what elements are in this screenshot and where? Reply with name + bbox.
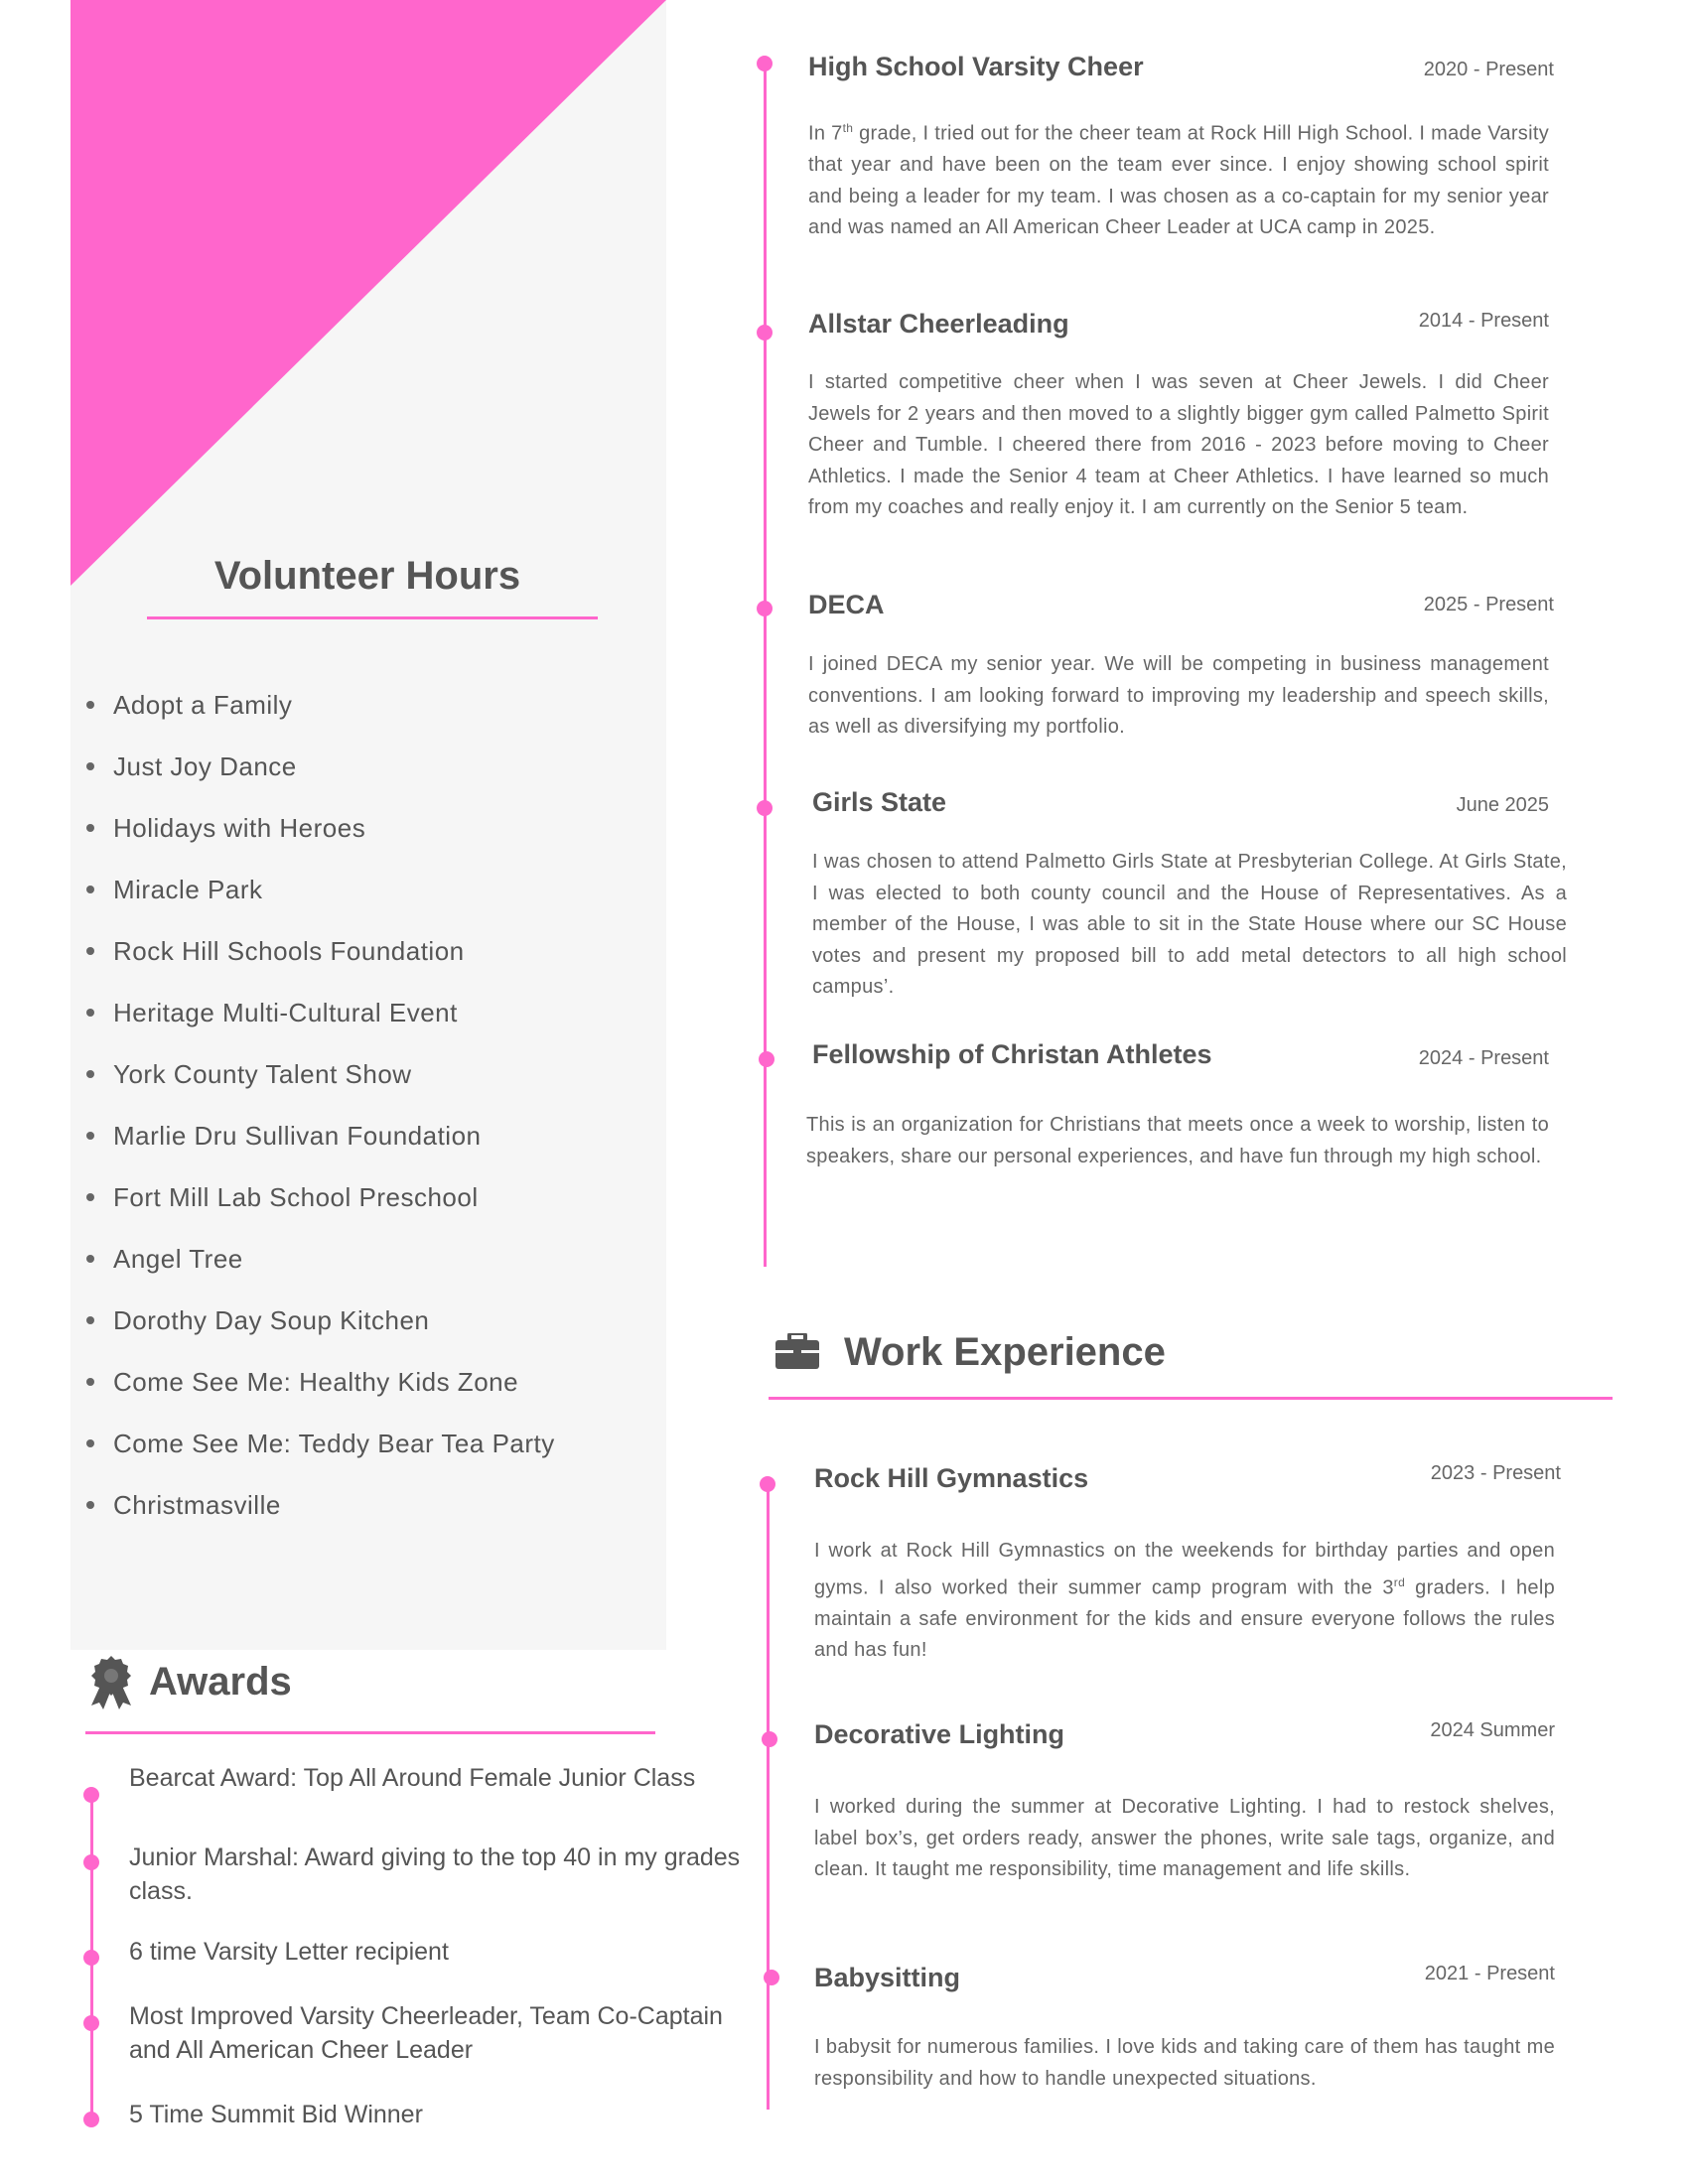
entry-title: Allstar Cheerleading bbox=[808, 309, 1069, 339]
entry-date: 2024 Summer bbox=[1430, 1719, 1555, 1741]
award-item: Junior Marshal: Award giving to the top 40 in my grades class. bbox=[129, 1843, 741, 1905]
list-item: Angel Tree bbox=[79, 1239, 555, 1300]
list-item: York County Talent Show bbox=[79, 1054, 555, 1116]
list-item: Dorothy Day Soup Kitchen bbox=[79, 1300, 555, 1362]
list-item: Rock Hill Schools Foundation bbox=[79, 931, 555, 993]
timeline-dot bbox=[83, 2015, 99, 2031]
timeline-dot bbox=[762, 1731, 777, 1747]
entry-date: 2024 - Present bbox=[1418, 1047, 1549, 1069]
entry-body: I work at Rock Hill Gymnastics on the weekends for birthday parties and open gyms. I also worked their summer camp program with the 3rd graders. I help maintain a safe environment for the kids and ensure everyone follows the rules and has fun! bbox=[814, 1540, 1555, 1662]
list-item: Holidays with Heroes bbox=[79, 808, 555, 870]
entry-body: This is an organization for Christians that meets once a week to worship, listen to speakers, share our personal experiences, and have fun through my high school. bbox=[806, 1114, 1549, 1167]
award-item: 6 time Varsity Letter recipient bbox=[129, 1938, 449, 1966]
entry-date: 2014 - Present bbox=[1418, 310, 1549, 332]
award-item: Most Improved Varsity Cheerleader, Team Co-Captain and All American Cheer Leader bbox=[129, 2002, 723, 2064]
entry-title: Babysitting bbox=[814, 1963, 961, 1992]
list-item: Come See Me: Teddy Bear Tea Party bbox=[79, 1424, 555, 1485]
awards-rule bbox=[85, 1731, 655, 1734]
list-item: Adopt a Family bbox=[79, 685, 555, 747]
entry-body: In 7th grade, I tried out for the cheer team at Rock Hill High School. I made Varsity that year and have been on the team ever since. I enjoy showing school spirit and being a leader for my team. I was chosen as a co-captain for my senior year and was named an All American Cheer Leader at UCA camp in 2025. bbox=[808, 121, 1549, 239]
entry-title: DECA bbox=[808, 590, 885, 619]
award-item: 5 Time Summit Bid Winner bbox=[129, 2101, 423, 2128]
entry-body: I babysit for numerous families. I love kids and taking care of them has taught me responsibility and how to handle unexpected situations. bbox=[814, 2036, 1555, 2090]
timeline-dot bbox=[764, 1970, 779, 1985]
timeline-dot bbox=[757, 601, 773, 616]
volunteer-list bbox=[79, 685, 555, 1547]
activities-timeline-line bbox=[764, 64, 767, 1267]
timeline-dot bbox=[83, 2112, 99, 2127]
entry-title: Fellowship of Christan Athletes bbox=[812, 1039, 1212, 1069]
entry-body: I joined DECA my senior year. We will be competing in business management conventions. I am looking forward to improving my leadership and speech skills, as well as diversifying my portfolio. bbox=[808, 653, 1549, 738]
timeline-dot bbox=[760, 1476, 775, 1492]
work-timeline-line bbox=[767, 1484, 770, 2110]
list-item: Christmasville bbox=[79, 1485, 555, 1547]
timeline-dot bbox=[757, 56, 773, 71]
timeline-dot bbox=[757, 325, 773, 341]
list-item: Come See Me: Healthy Kids Zone bbox=[79, 1362, 555, 1424]
entry-body: I started competitive cheer when I was seven at Cheer Jewels. I did Cheer Jewels for 2 years and then moved to a slightly bigger gym called Palmetto Spirit Cheer and Tumble. I cheered there from 2016 - 2023 before moving to Cheer Athletics. I made the Senior 4 team at Cheer Athletics. I have learned so much from my coaches and really enjoy it. I am currently on the Senior 5 team. bbox=[808, 371, 1549, 518]
work-experience-heading: Work Experience bbox=[844, 1330, 1166, 1374]
work-experience-rule bbox=[769, 1397, 1613, 1400]
list-item: Heritage Multi-Cultural Event bbox=[79, 993, 555, 1054]
entry-body: I worked during the summer at Decorative Lighting. I had to restock shelves, label box’s, get orders ready, answer the phones, write sale tags, organize, and clean. It taught me responsibility, time management and life skills. bbox=[814, 1796, 1555, 1880]
timeline-dot bbox=[83, 1854, 99, 1870]
timeline-dot bbox=[83, 1787, 99, 1803]
award-ribbon-icon bbox=[85, 1654, 137, 1709]
entry-date: 2023 - Present bbox=[1430, 1462, 1561, 1484]
timeline-dot bbox=[83, 1950, 99, 1966]
entry-date: 2025 - Present bbox=[1423, 594, 1554, 615]
briefcase-icon bbox=[775, 1333, 819, 1369]
awards-heading: Awards bbox=[149, 1660, 292, 1704]
entry-date: 2021 - Present bbox=[1424, 1963, 1555, 1984]
list-item: Marlie Dru Sullivan Foundation bbox=[79, 1116, 555, 1177]
entry-date: 2020 - Present bbox=[1423, 59, 1554, 80]
volunteer-hours-heading: Volunteer Hours bbox=[213, 554, 521, 598]
list-item: Just Joy Dance bbox=[79, 747, 555, 808]
entry-title: Girls State bbox=[812, 787, 947, 817]
list-item: Miracle Park bbox=[79, 870, 555, 931]
timeline-dot bbox=[759, 1051, 774, 1067]
timeline-dot bbox=[757, 800, 773, 816]
award-item: Bearcat Award: Top All Around Female Junior Class bbox=[129, 1764, 696, 1792]
entry-title: High School Varsity Cheer bbox=[808, 52, 1144, 81]
entry-date: June 2025 bbox=[1456, 794, 1549, 816]
volunteer-hours-rule bbox=[147, 616, 598, 619]
pink-triangle-decoration bbox=[70, 0, 666, 586]
entry-title: Rock Hill Gymnastics bbox=[814, 1463, 1089, 1493]
entry-body: I was chosen to attend Palmetto Girls State at Presbyterian College. At Girls State, I was elected to both county council and the House of Representatives. As a member of the House, I was able to sit in the State House where our SC House votes and present my proposed bill to add metal detectors to all high school campus’. bbox=[812, 851, 1567, 998]
list-item: Fort Mill Lab School Preschool bbox=[79, 1177, 555, 1239]
entry-title: Decorative Lighting bbox=[814, 1719, 1065, 1749]
